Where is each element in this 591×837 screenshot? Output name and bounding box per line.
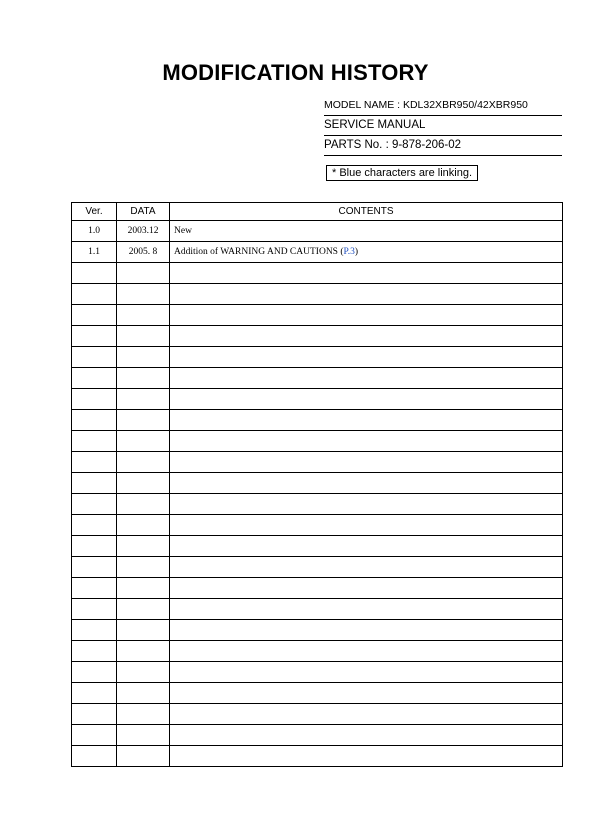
- cell-date: [117, 578, 170, 599]
- cell-contents: [170, 347, 563, 368]
- cell-date: [117, 389, 170, 410]
- cell-contents: [170, 641, 563, 662]
- empty-table-row: [72, 452, 563, 473]
- cell-date: [117, 494, 170, 515]
- cell-ver: [72, 746, 117, 767]
- cell-contents: [170, 746, 563, 767]
- cell-contents: [170, 389, 563, 410]
- cell-ver: [72, 494, 117, 515]
- parts-number: PARTS No. : 9-878-206-02: [324, 136, 562, 156]
- cell-contents: [170, 263, 563, 284]
- cell-ver: [72, 536, 117, 557]
- cell-date: [117, 431, 170, 452]
- manual-type: SERVICE MANUAL: [324, 116, 562, 136]
- cell-ver: [72, 347, 117, 368]
- cell-date: [117, 599, 170, 620]
- empty-table-row: [72, 620, 563, 641]
- header-data: DATA: [117, 203, 170, 221]
- cell-date: [117, 305, 170, 326]
- empty-table-row: [72, 641, 563, 662]
- cell-date: [117, 284, 170, 305]
- cell-contents: [170, 683, 563, 704]
- cell-ver: [72, 704, 117, 725]
- empty-table-row: [72, 347, 563, 368]
- page-title: MODIFICATION HISTORY: [162, 60, 429, 85]
- cell-contents: [170, 536, 563, 557]
- empty-table-row: [72, 536, 563, 557]
- model-name: MODEL NAME : KDL32XBR950/42XBR950: [324, 96, 562, 116]
- cell-ver: [72, 389, 117, 410]
- cell-ver: [72, 368, 117, 389]
- cell-date: [117, 452, 170, 473]
- cell-contents: [170, 452, 563, 473]
- empty-table-row: [72, 746, 563, 767]
- cell-contents: [170, 410, 563, 431]
- cell-ver: [72, 305, 117, 326]
- empty-table-row: [72, 431, 563, 452]
- modification-table: [71, 202, 563, 767]
- cell-contents: [170, 368, 563, 389]
- cell-ver: [72, 662, 117, 683]
- empty-table-row: [72, 662, 563, 683]
- cell-ver: [72, 410, 117, 431]
- cell-ver: [72, 683, 117, 704]
- cell-date: 2003.12: [117, 221, 170, 242]
- cell-ver: [72, 599, 117, 620]
- cell-date: [117, 473, 170, 494]
- cell-contents: [170, 431, 563, 452]
- cell-ver: [72, 725, 117, 746]
- cell-date: [117, 326, 170, 347]
- cell-date: [117, 641, 170, 662]
- empty-table-row: [72, 557, 563, 578]
- empty-table-row: [72, 494, 563, 515]
- page-link[interactable]: P.3: [343, 247, 355, 257]
- cell-contents: [170, 494, 563, 515]
- cell-ver: 1.0: [72, 221, 117, 242]
- cell-contents: New: [170, 221, 563, 242]
- cell-contents: [170, 557, 563, 578]
- cell-contents: [170, 725, 563, 746]
- cell-ver: [72, 620, 117, 641]
- cell-contents: [170, 620, 563, 641]
- cell-contents: [170, 305, 563, 326]
- cell-date: [117, 557, 170, 578]
- cell-date: [117, 536, 170, 557]
- cell-date: [117, 683, 170, 704]
- empty-table-row: [72, 368, 563, 389]
- cell-contents: [170, 473, 563, 494]
- cell-date: [117, 746, 170, 767]
- cell-date: [117, 620, 170, 641]
- cell-date: [117, 704, 170, 725]
- cell-ver: [72, 431, 117, 452]
- cell-ver: [72, 515, 117, 536]
- cell-contents: [170, 599, 563, 620]
- cell-date: [117, 368, 170, 389]
- cell-date: [117, 662, 170, 683]
- empty-table-row: [72, 704, 563, 725]
- cell-ver: [72, 326, 117, 347]
- empty-table-row: [72, 263, 563, 284]
- empty-table-row: [72, 389, 563, 410]
- cell-contents: [170, 242, 563, 263]
- cell-contents: [170, 515, 563, 536]
- cell-date: [117, 347, 170, 368]
- cell-contents: [170, 326, 563, 347]
- cell-ver: [72, 263, 117, 284]
- table-row: [72, 242, 563, 263]
- cell-ver: [72, 452, 117, 473]
- empty-table-row: [72, 284, 563, 305]
- cell-contents: [170, 578, 563, 599]
- cell-date: [117, 515, 170, 536]
- cell-ver: [72, 557, 117, 578]
- cell-ver: [72, 284, 117, 305]
- cell-date: [117, 410, 170, 431]
- cell-contents: [170, 704, 563, 725]
- empty-table-row: [72, 473, 563, 494]
- cell-date: [117, 263, 170, 284]
- cell-date: [117, 725, 170, 746]
- empty-table-row: [72, 515, 563, 536]
- table-header-row: [72, 203, 563, 221]
- header-contents: CONTENTS: [170, 203, 563, 221]
- empty-table-row: [72, 578, 563, 599]
- cell-ver: [72, 641, 117, 662]
- link-note: * Blue characters are linking.: [326, 165, 478, 181]
- empty-table-row: [72, 305, 563, 326]
- empty-table-row: [72, 683, 563, 704]
- cell-ver: 1.1: [72, 242, 117, 263]
- cell-contents: [170, 284, 563, 305]
- cell-ver: [72, 473, 117, 494]
- document-meta: [324, 96, 562, 156]
- empty-table-row: [72, 326, 563, 347]
- table-row: [72, 221, 563, 242]
- header-ver: Ver.: [72, 203, 117, 221]
- empty-table-row: [72, 410, 563, 431]
- cell-date: 2005. 8: [117, 242, 170, 263]
- empty-table-row: [72, 599, 563, 620]
- cell-ver: [72, 578, 117, 599]
- empty-table-row: [72, 725, 563, 746]
- contents-suffix: ): [354, 247, 359, 257]
- cell-contents: [170, 662, 563, 683]
- contents-text: Addition of WARNING AND CAUTIONS (: [174, 247, 344, 257]
